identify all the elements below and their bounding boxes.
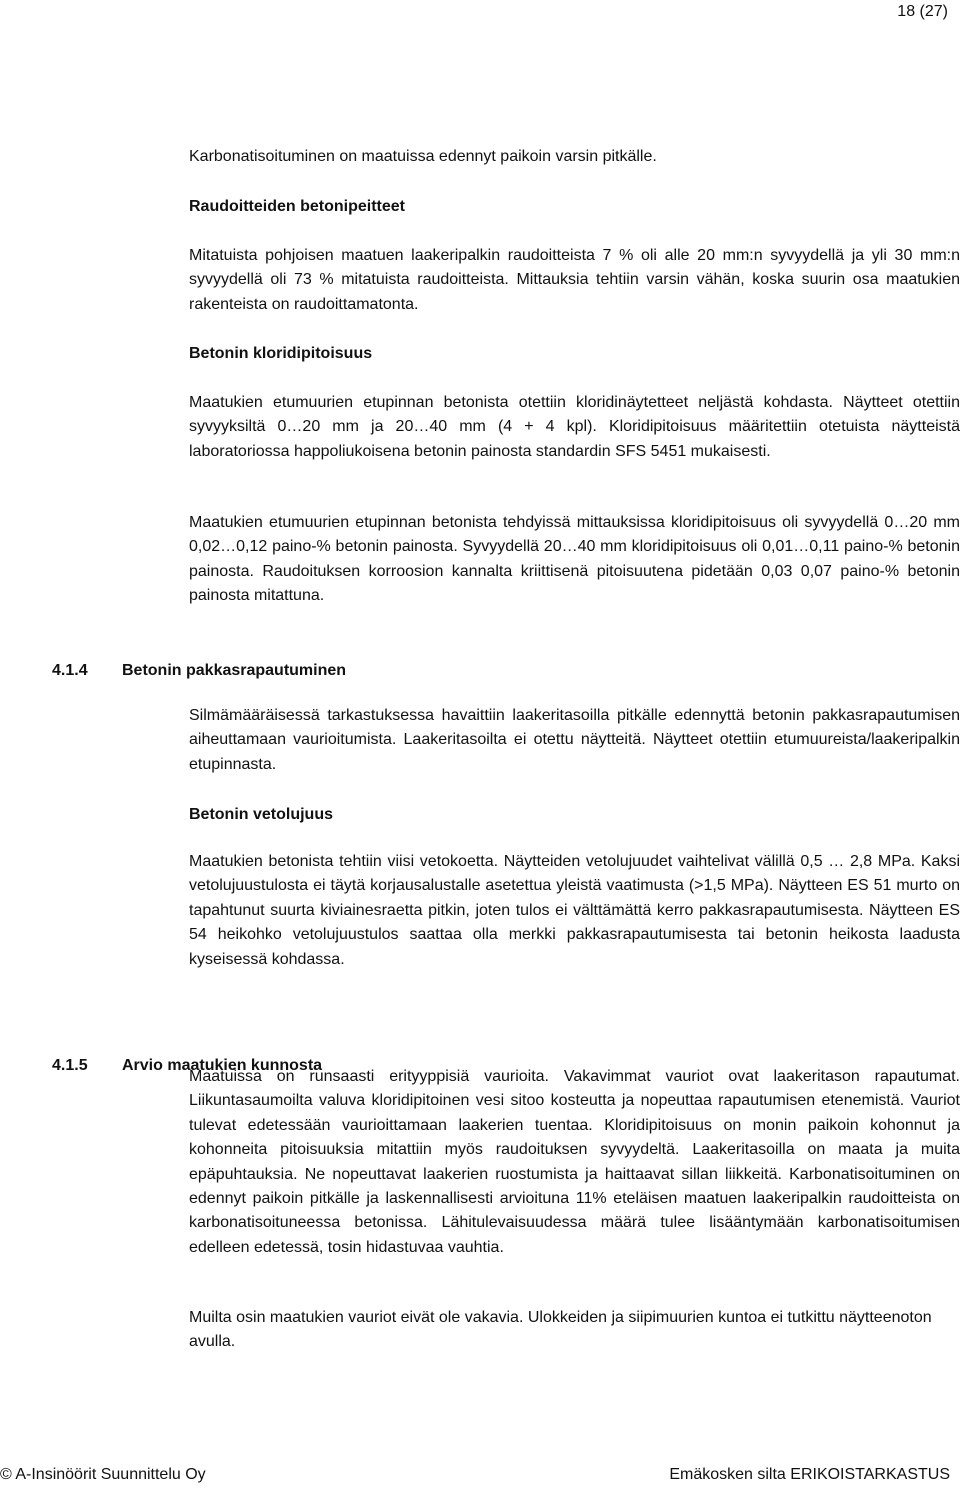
frost-damage-paragraph: Silmämääräisessä tarkastuksessa havaittiin laakeritasoilla pitkälle edennyttä betonin pakkasrapautumisen aiheuttamaan vaurioitumista. Laakeritasoilta ei otettu näytteitä. Näytteet otettiin etumuureista/laakeripalkin etupinnasta. [189,707,960,773]
section-title-abutment-assessment: Arvio maatukien kunnosta [122,1057,323,1074]
chloride-paragraph-2: Maatukien etumuurien etupinnan betonista tehdyissä mittauksissa kloridipitoisuus oli syvyydellä 0…20 mm 0,02…0,12 paino-% betonin painosta. Syvyydellä 20…40 mm kloridipitoisuus oli 0,01…0,11 paino-% betonin painosta. Raudoituksen korroosion kannalta kriittisenä pitoisuutena pidetään 0,03 0,07 paino-% betonin painosta mitattuna. [189,514,960,605]
tensile-strength-paragraph: Maatukien betonista tehtiin viisi vetokoetta. Näytteiden vetolujuudet vaihtelivat välillä 0,5 … 2,8 MPa. Kaksi vetolujuustulosta ei täytä korjausalustalle asetettua yleistä vaatimusta (>1,5 MPa). Näytteen ES 51 murto on tapahtunut suurta kiviainesraetta pitkin, joten tulos ei välttämättä kerro pakkasrapautumisesta. Näytteen ES 54 heikohko vetolujuustulos saattaa olla merkki pakkasrapautumisesta tai betonin heikosta laadusta kyseisessä kohdassa. [189,853,960,968]
footer-document-title: Emäkosken silta ERIKOISTARKASTUS [669,1466,950,1483]
rebar-cover-paragraph: Mitatuista pohjoisen maatuen laakeripalkin raudoitteista 7 % oli alle 20 mm:n syvyydellä ja yli 30 mm:n syvyydellä oli 73 % mitatuista raudoitteista. Mittauksia tehtiin varsin vähän, koska suurin osa maatukien rakenteista on raudoittamatonta. [189,247,960,313]
section-number-4-1-5: 4.1.5 [52,1057,88,1074]
intro-paragraph: Karbonatisoituminen on maatuissa edennyt paikoin varsin pitkälle. [189,148,657,165]
footer-copyright: © A-Insinöörit Suunnittelu Oy [0,1466,206,1483]
chloride-heading: Betonin kloridipitoisuus [189,345,373,362]
assessment-paragraph-1: Maatuissa on runsaasti erityyppisiä vaurioita. Vakavimmat vauriot ovat laakeritason rapautumat. Liikuntasaumoilta valuva kloridipitoinen vesi sitoo kosteutta ja nopeuttaa rapautumisen etenemistä. Vauriot tulevat edetessään vaurioittamaan laakerien tuentaa. Kloridipitoisuus on monin paikoin kohonnut ja kohonneita pitoisuuksia mitattiin myös raudoituksen syvyydeltä. Laakeritasoilla on maata ja muita epäpuhtauksia. Ne nopeuttavat laakerien ruostumista ja haittaavat sillan liikkeitä. Karbonatisoituminen on edennyt paikoin pitkälle ja laskennallisesti arvioituna 11% eteläisen maatuen laakeripalkin raudoitteista on karbonatisoituneessa betonissa. Lähitulevaisuudessa määrä tulee lisääntymään karbonatisoitumisen edelleen edetessä, tosin hidastuvaa vauhtia. [189,1068,960,1256]
tensile-strength-heading: Betonin vetolujuus [189,806,333,823]
rebar-cover-heading: Raudoitteiden betonipeitteet [189,198,405,215]
page-number: 18 (27) [897,3,948,20]
assessment-paragraph-2: Muilta osin maatukien vauriot eivät ole vakavia. Ulokkeiden ja siipimuurien kuntoa ei tutkittu näytteenoton avulla. [189,1309,932,1351]
chloride-paragraph-1: Maatukien etumuurien etupinnan betonista otettiin kloridinäytetteet neljästä kohdasta. Näytteet otettiin syvyyksiltä 0…20 mm ja 20…40 mm (4 + 4 kpl). Kloridipitoisuus määritettiin otetuista näytteistä laboratoriossa happoliukoisena betonin painosta standardin SFS 5451 mukaisesti. [189,394,960,460]
section-number-4-1-4: 4.1.4 [52,662,88,679]
section-title-frost-damage: Betonin pakkasrapautuminen [122,662,347,679]
